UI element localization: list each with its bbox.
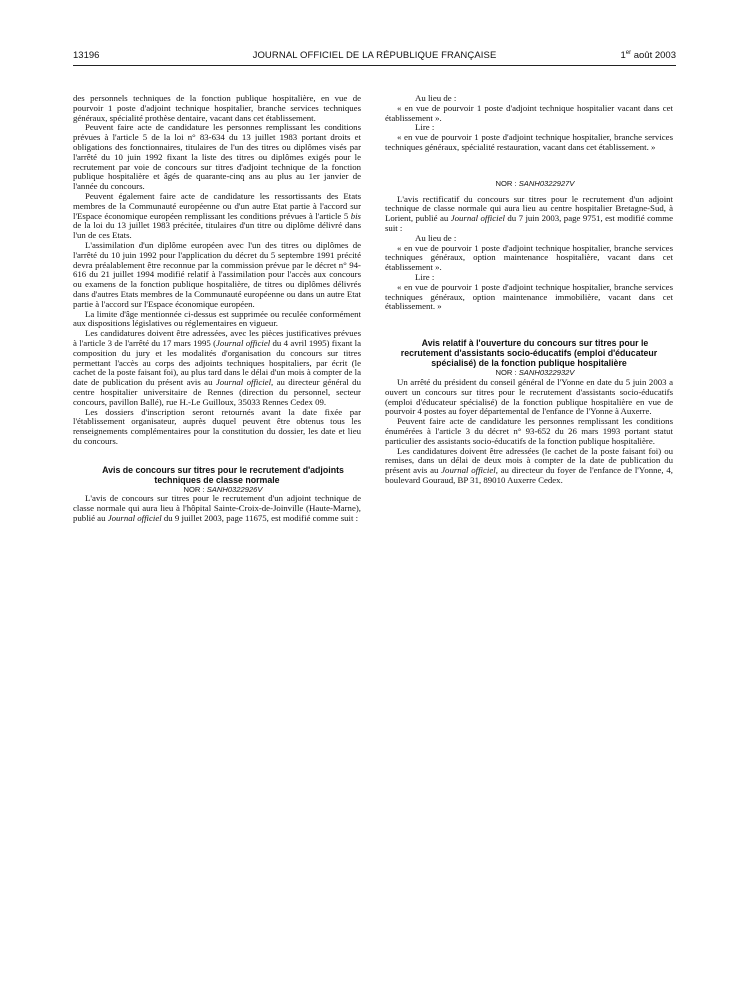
journal-title: JOURNAL OFFICIEL DE LA RÉPUBLIQUE FRANÇAISE <box>252 50 497 61</box>
nor-reference: NOR : SANH0322932V <box>495 368 575 378</box>
paragraph: Les dossiers d'inscription seront retournés avant la date fixée par l'établissement organisateur, auprès duquel peuvent être obtenus tous les renseignements complémentaires pour la constitution du dossier, les date et lieu du concours. <box>73 406 361 446</box>
paragraph: Peuvent également faire acte de candidature les ressortissants des Etats membres de la Communauté européenne ou d'un autre Etat partie à l'accord sur l'Espace économique européen remplissant les conditions prévues à l'article 5 bis de la loi du 13 juillet 1983 précitée, titulaires d'un titre ou diplôme délivré dans l'un de ces Etats. <box>73 190 361 241</box>
paragraph: L'avis de concours sur titres pour le recrutement d'un adjoint technique de classe normale qui aura lieu à l'hôpital Sainte-Croix-de-Joinville (Haute-Marne), publié au Journal officiel du 9 juillet 2003, page 11675, est modifié comme suit : <box>73 493 361 524</box>
paragraph: des personnels techniques de la fonction publique hospitalière, en vue de pourvoir 1 poste d'adjoint technique hospitalier, branche services techniques généraux, spécialité prothèse dentaire, vacant dans cet établissement. <box>73 93 361 123</box>
section-heading: Avis relatif à l'ouverture du concours sur titres pour le recrutement d'assistants socio-éducatifs (emploi d'éducateur spécialisé) de la fonction publique hospitalière <box>400 338 658 369</box>
quoted-text: « en vue de pourvoir 1 poste d'adjoint technique hospitalier vacant dans cet établissement ». <box>385 102 673 123</box>
paragraph: Un arrêté du président du conseil général de l'Yonne en date du 5 juin 2003 a ouvert un concours sur titres pour le recrutement d'assistants socio-éducatifs (emploi d'éducateur spécialisé) de la fonction publique hospitalière en vue de pourvoir 4 postes au foyer départemental de l'enfance de l'Yonne à Auxerre. <box>385 376 673 417</box>
nor-reference: NOR : SANH0322926V <box>183 484 263 494</box>
paragraph: La limite d'âge mentionnée ci-dessus est supprimée ou reculée conformément aux dispositions législatives ou réglementaires en vigueur. <box>73 308 361 329</box>
page-number: 13196 <box>73 50 100 61</box>
header-rule <box>73 65 676 66</box>
lire-label: Lire : <box>415 271 435 282</box>
right-column <box>385 94 673 486</box>
paragraph: L'avis rectificatif du concours sur titres pour le recrutement d'un adjoint technique de classe normale qui aura lieu au centre hospitalier Bretagne-Sud, à Lorient, publié au Journal officiel du 7 juin 2003, page 9751, est modifié comme suit : <box>385 193 673 233</box>
paragraph: L'assimilation d'un diplôme européen avec l'un des titres ou diplômes de l'arrêté du 10 juin 1992 pour l'application du décret du 5 septembre 1991 précité devra préalablement être reconnue par la commission prévue par le décret n° 94-616 du 21 juillet 1994 modifié relatif à l'assimilation pour l'accès aux concours ou examens de la fonction publique hospitalière, de titres ou diplômes délivrés dans d'autres Etats membres de la Communauté européenne ou dans un autre Etat partie à l'accord sur l'Espace économique européen. <box>73 239 361 309</box>
paragraph: Peuvent faire acte de candidature les personnes remplissant les conditions prévues à l'article 5 de la loi n° 83-634 du 13 juillet 1983 portant droits et obligations des fonctionnaires, titulaires de l'un des titres ou diplômes visés par l'arrêté du 10 juin 1992 fixant la liste des titres ou diplômes exigés pour le recrutement par voie de concours sur titres d'adjoint technique de la fonction publique hospitalière et âgés de quarante-cinq ans au plus au 1er janvier de l'année du concours. <box>73 122 361 192</box>
page-header <box>73 50 676 64</box>
nor-reference: NOR : SANH0322927V <box>495 178 575 188</box>
issue-date: 1er août 2003 <box>620 50 676 62</box>
left-column <box>73 94 361 524</box>
au-lieu-de-label: Au lieu de : <box>415 93 457 103</box>
paragraph: Les candidatures doivent être adressées (le cachet de la poste faisant foi) ou remises, dans un délai de deux mois à compter de la date de publication du présent avis au Journal officiel, au directeur du foyer de l'enfance de l'Yonne, 4, boulevard Gouraud, BP 31, 89010 Auxerre Cedex. <box>385 445 673 485</box>
paragraph: Peuvent faire acte de candidature les personnes remplissant les conditions énumérées à l'article 3 du décret n° 93-652 du 26 mars 1993 portant statut particulier des assistants socio-éducatifs de la fonction publique hospitalière. <box>385 416 673 446</box>
paragraph: Les candidatures doivent être adressées, avec les pièces justificatives prévues à l'article 3 de l'arrêté du 17 mars 1995 (Journal officiel du 4 avril 1995) fixant la composition du jury et les modalités d'organisation du concours sur titres permettant l'accès au corps des adjoints techniques hospitaliers, par écrit (le cachet de la poste faisant foi), au plus tard dans le délai d'un mois à compter de la date de publication du présent avis au Journal officiel, au directeur général du centre hospitalier universitaire de Rennes (direction du personnel, secteur concours, pavillon Ballé), rue H.-Le Guilloux, 35033 Rennes Cedex 09. <box>73 328 361 407</box>
section-heading: Avis de concours sur titres pour le recrutement d'adjoints techniques de classe normale <box>102 464 344 485</box>
au-lieu-de-label: Au lieu de : <box>415 232 457 243</box>
quoted-text: « en vue de pourvoir 1 poste d'adjoint technique hospitalier, branche services techniques généraux, option maintenance immobilière, vacant dans cet établissement. » <box>385 281 673 312</box>
lire-label: Lire : <box>415 122 435 133</box>
quoted-text: « en vue de pourvoir 1 poste d'adjoint technique hospitalier, branche services techniques généraux, option maintenance hospitalière, vacant dans cet établissement ». <box>385 242 673 273</box>
quoted-text: « en vue de pourvoir 1 poste d'adjoint technique hospitalier, branche services techniques généraux, spécialité restauration, vacant dans cet établissement. » <box>385 132 673 152</box>
